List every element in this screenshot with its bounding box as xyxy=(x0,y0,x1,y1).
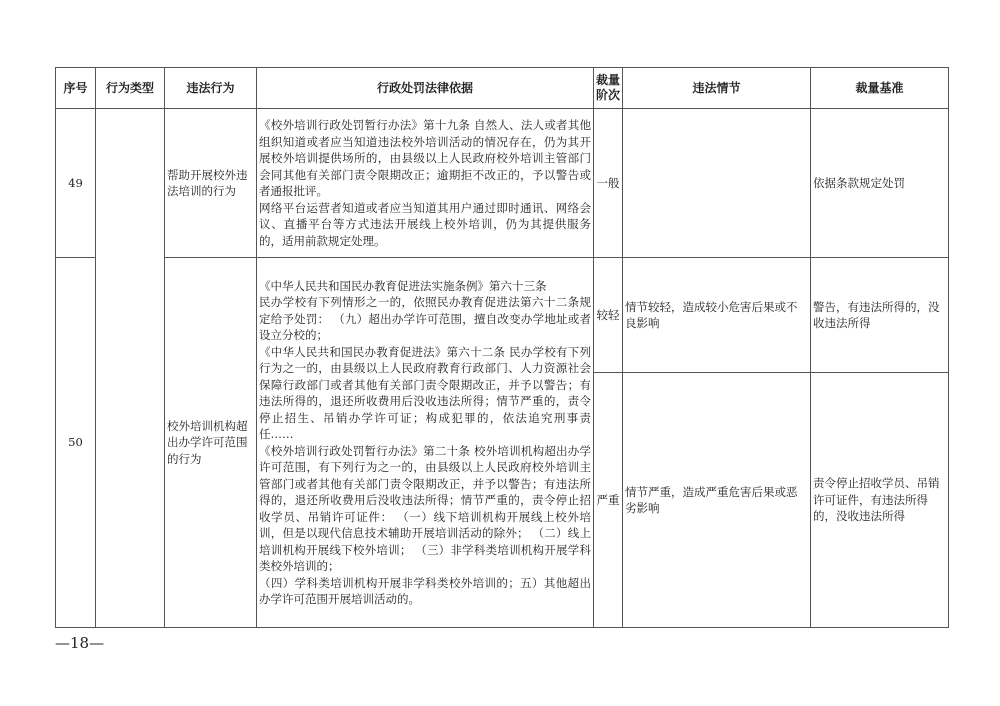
circumstance-cell xyxy=(623,109,811,258)
header-act: 违法行为 xyxy=(165,68,257,109)
basis-paragraph: 《校外培训行政处罚暂行办法》第十九条 自然人、法人或者其他组织知道或者应当知道违法校外培训活动的情况存在，仍为其开展校外培训提供场所的，由县级以上人民政府校外培训主管部门会同其他有关部门责令限期改正；逾期拒不改正的，予以警告或者通报批评。 xyxy=(259,118,591,198)
header-basis: 行政处罚法律依据 xyxy=(257,68,594,109)
act-cell: 帮助开展校外违法培训的行为 xyxy=(165,109,257,258)
penalty-table xyxy=(55,67,949,628)
table-row xyxy=(56,258,949,373)
table-row xyxy=(56,109,949,258)
header-row xyxy=(56,68,949,109)
circumstance-cell: 情节严重，造成严重危害后果或恶劣影响 xyxy=(623,373,811,628)
basis-paragraph: 网络平台运营者知道或者应当知道其用户通过即时通讯、网络会议、直播平台等方式违法开展线上校外培训，仍为其提供服务的，适用前款规定处理。 xyxy=(259,200,591,248)
circumstance-cell: 情节较轻，造成较小危害后果或不良影响 xyxy=(623,258,811,373)
standard-cell: 依据条款规定处罚 xyxy=(811,109,949,258)
basis-cell xyxy=(257,258,594,628)
act-cell: 校外培训机构超出办学许可范围的行为 xyxy=(165,258,257,628)
level-cell: 严重 xyxy=(594,373,623,628)
header-seq: 序号 xyxy=(56,68,96,109)
standard-cell: 警告，有违法所得的，没收违法所得 xyxy=(811,258,949,373)
type-cell xyxy=(96,109,165,628)
basis-paragraph: 《校外培训行政处罚暂行办法》第二十条 校外培训机构超出办学许可范围，有下列行为之一的，由县级以上人民政府校外培训主管部门或者其他有关部门责令限期改正，并予以警告；有违法所得的，退还所收费用后没收违法所得；情节严重的，责令停止招收学员、吊销许可证件： （一）线下培训机构开展线上校外培训，但是以现代信息技术辅助开展培训活动的除外； （二）线上培训机构开展线下校外培训； （三）非学科类培训机构开展学科类校外培训的； xyxy=(259,443,591,573)
header-standard: 裁量基准 xyxy=(811,68,949,109)
basis-paragraph: （四）学科类培训机构开展非学科类校外培训的；五）其他超出办学许可范围开展培训活动的。 xyxy=(259,575,591,606)
level-cell: 一般 xyxy=(594,109,623,258)
basis-cell xyxy=(257,109,594,258)
header-circumstance: 违法情节 xyxy=(623,68,811,109)
level-cell: 较轻 xyxy=(594,258,623,373)
standard-cell: 责令停止招收学员、吊销许可证件，有违法所得的，没收违法所得 xyxy=(811,373,949,628)
basis-paragraph: 《中华人民共和国民办教育促进法》第六十二条 民办学校有下列行为之一的，由县级以上人民政府教育行政部门、人力资源社会保障行政部门或者其他有关部门责令限期改正，并予以警告；有违法所得的，退还所收费用后没收违法所得；情节严重的，责令停止招生、吊销办学许可证；构成犯罪的，依法追究刑事责任…… xyxy=(259,344,591,441)
header-type: 行为类型 xyxy=(96,68,165,109)
seq-cell: 50 xyxy=(56,258,96,628)
seq-cell: 49 xyxy=(56,109,96,258)
page-number: —18— xyxy=(55,634,105,652)
header-level: 裁量阶次 xyxy=(594,68,623,109)
basis-paragraph: 民办学校有下列情形之一的，依照民办教育促进法第六十二条规定给予处罚： （九）超出办学许可范围，擅自改变办学地址或者设立分校的； xyxy=(259,295,591,342)
basis-paragraph: 《中华人民共和国民办教育促进法实施条例》第六十三条 xyxy=(259,278,547,293)
